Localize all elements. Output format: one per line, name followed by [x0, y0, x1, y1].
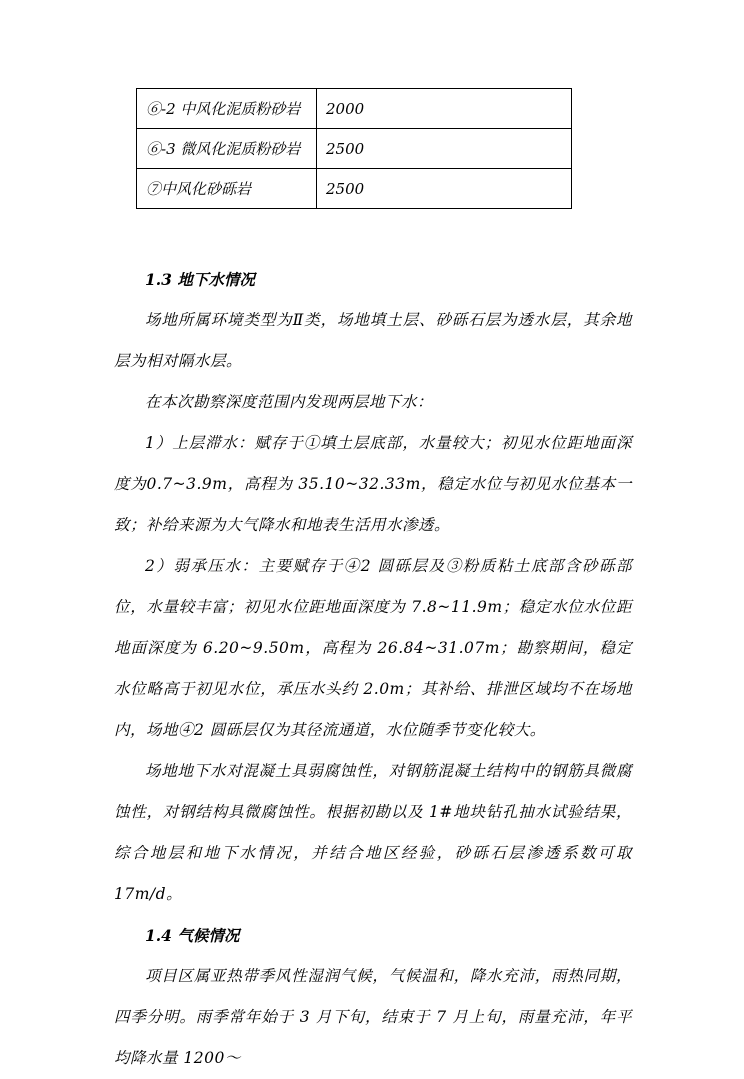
paragraph-climate: 项目区属亚热带季风性湿润气候，气候温和，降水充沛，雨热同期，四季分明。雨季常年始于 3 月下旬，结束于 7 月上旬，雨量充沛，年平均降水量 1200～	[114, 967, 632, 1067]
section-heading-climate: 1.4 气候情况	[145, 926, 240, 945]
layer-name-cell: ⑥-2 中风化泥质粉砂岩	[137, 89, 317, 129]
layer-name-cell: ⑥-3 微风化泥质粉砂岩	[137, 129, 317, 169]
paragraph-two-layers-intro: 在本次勘察深度范围内发现两层地下水：	[145, 393, 434, 411]
layer-name-cell: ⑦中风化砂砾岩	[137, 169, 317, 209]
layer-value-cell: 2500	[317, 129, 572, 169]
paragraph-confined-water: 2）弱承压水：主要赋存于④2 圆砾层及③粉质粘土底部含砂砾部位，水量较丰富；初见水位距地面深度为 7.8~11.9m；稳定水位水位距地面深度为 6.20~9.50m，高程为 26.84~31.07m；勘察期间，稳定水位略高于初见水位，承压水头约 2.0m；其补给、排泄区域均不在场地内，场地④2 圆砾层仅为其径流通道，水位随季节变化较大。	[114, 557, 632, 739]
rock-layer-bearing-table	[136, 88, 572, 209]
table-row	[137, 89, 572, 129]
paragraph-perched-water: 1）上层滞水：赋存于①填土层底部，水量较大；初见水位距地面深度为0.7~3.9m，高程为 35.10~32.33m，稳定水位与初见水位基本一致；补给来源为大气降水和地表生活用水渗透。	[114, 434, 632, 534]
document-body	[114, 259, 632, 1079]
paragraph-environment-type: 场地所属环境类型为Ⅱ类，场地填土层、砂砾石层为透水层，其余地层为相对隔水层。	[114, 311, 632, 370]
layer-value-cell: 2000	[317, 89, 572, 129]
table-row	[137, 129, 572, 169]
section-heading-groundwater: 1.3 地下水情况	[145, 270, 255, 289]
layer-value-cell: 2500	[317, 169, 572, 209]
table-row	[137, 169, 572, 209]
paragraph-corrosivity: 场地地下水对混凝土具弱腐蚀性，对钢筋混凝土结构中的钢筋具微腐蚀性，对钢结构具微腐蚀性。根据初勘以及 1#地块钻孔抽水试验结果，综合地层和地下水情况，并结合地区经验，砂砾石层渗透系数可取 17m/d。	[114, 762, 632, 903]
